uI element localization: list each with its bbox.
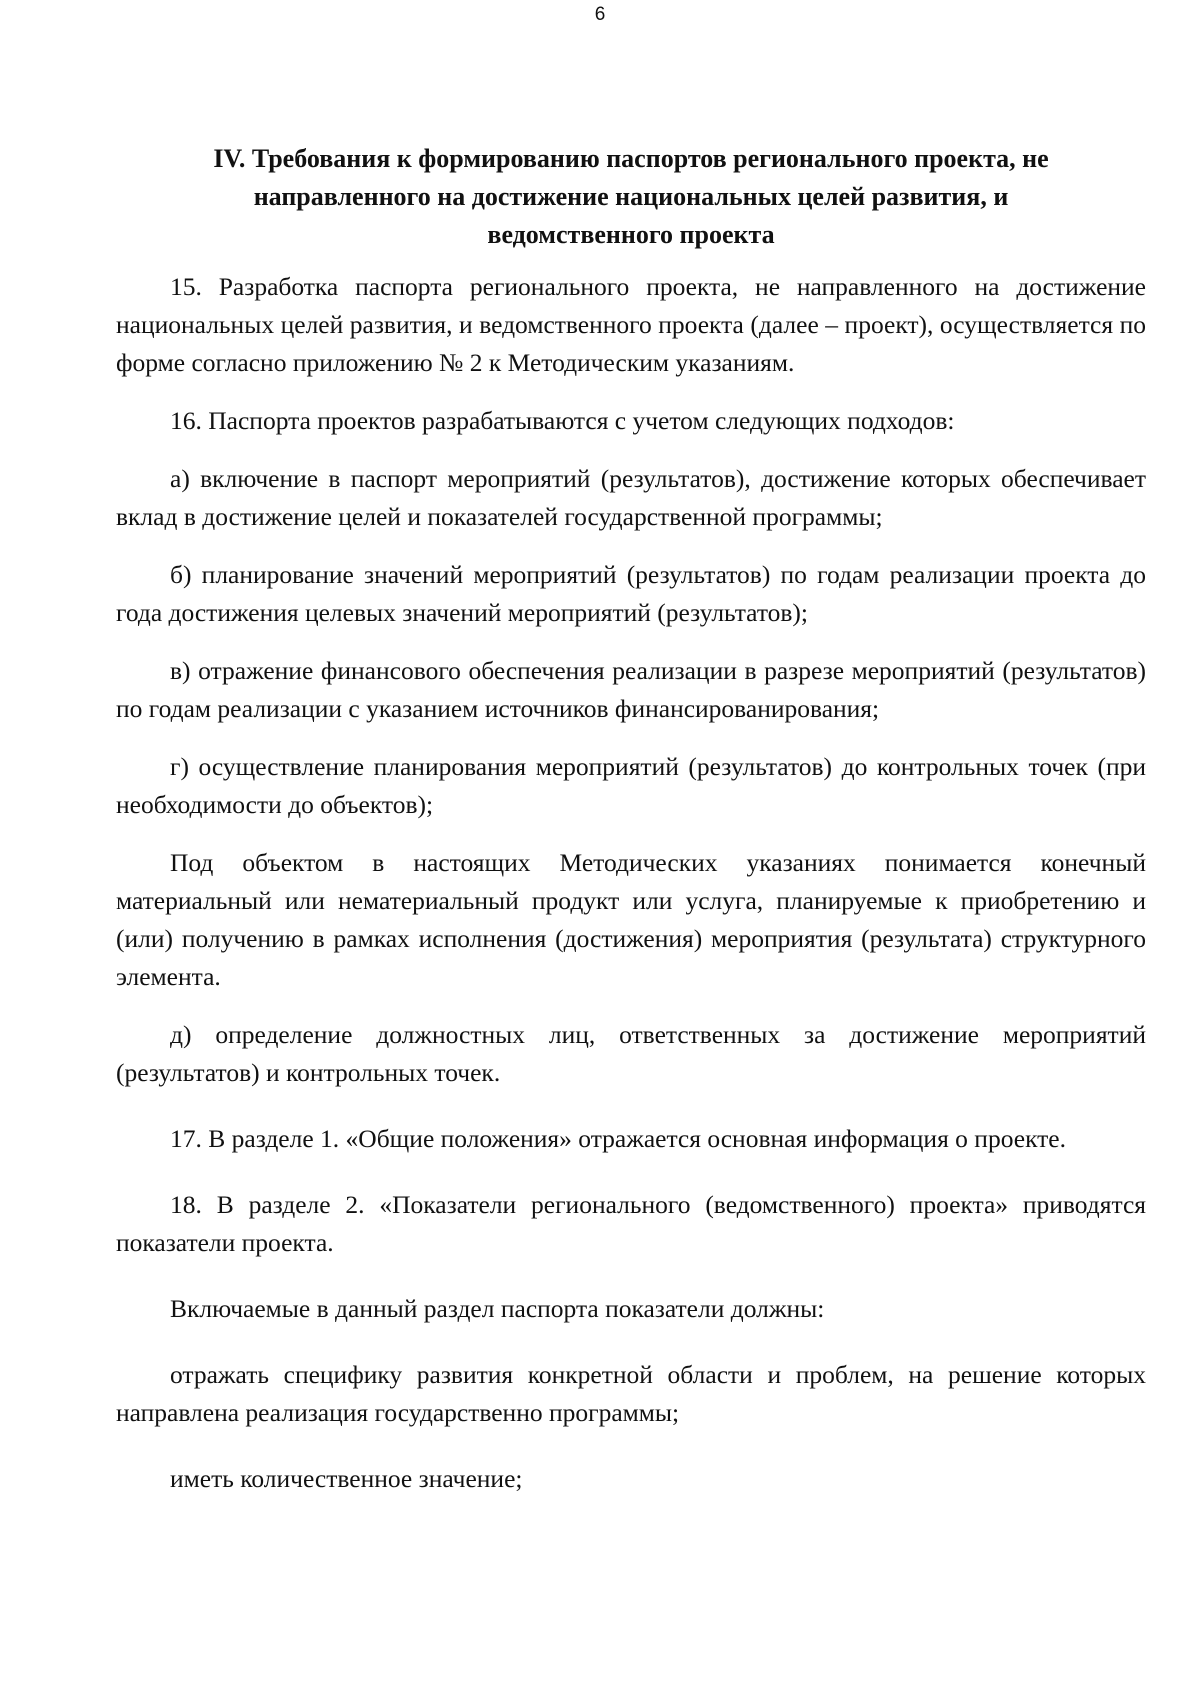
indicator-requirement-2: иметь количественное значение;: [170, 1464, 523, 1493]
list-item-d: д) определение должностных лиц, ответственных за достижение мероприятий (результатов) и контрольных точек.: [116, 1020, 1146, 1087]
page-number: 6: [594, 4, 606, 25]
paragraph-18: 18. В разделе 2. «Показатели регионального (ведомственного) проекта» приводятся показатели проекта.: [116, 1190, 1146, 1257]
list-item-v: в) отражение финансового обеспечения реализации в разрезе мероприятий (результатов) по годам реализации с указанием источников финансированирования;: [116, 656, 1146, 723]
object-definition-paragraph: Под объектом в настоящих Методических указаниях понимается конечный материальный или нематериальный продукт или услуга, планируемые к приобретению и (или) получению в рамках исполнения (достижения) мероприятия (результата) структурного элемента.: [116, 848, 1146, 991]
paragraph-16: 16. Паспорта проектов разрабатываются с учетом следующих подходов:: [170, 406, 955, 435]
paragraph-17: 17. В разделе 1. «Общие положения» отражается основная информация о проекте.: [170, 1124, 1066, 1153]
list-item-g: г) осуществление планирования мероприятий (результатов) до контрольных точек (при необходимости до объектов);: [116, 752, 1146, 819]
list-item-a: а) включение в паспорт мероприятий (результатов), достижение которых обеспечивает вклад в достижение целей и показателей государственной программы;: [116, 464, 1146, 531]
list-item-b: б) планирование значений мероприятий (результатов) по годам реализации проекта до года достижения целевых значений мероприятий (результатов);: [116, 560, 1146, 627]
document-body: [116, 140, 1146, 1498]
indicator-requirement-1: отражать специфику развития конкретной области и проблем, на решение которых направлена реализация государственно программы;: [116, 1360, 1146, 1427]
paragraph-15: 15. Разработка паспорта регионального проекта, не направленного на достижение национальных целей развития, и ведомственного проекта (далее – проект), осуществляется по форме согласно приложению № 2 к Методическим указаниям.: [116, 272, 1146, 377]
section-title: IV. Требования к формированию паспортов регионального проекта, не направленного на достижение национальных целей развития, и ведомственного проекта: [213, 144, 1049, 249]
indicators-intro-paragraph: Включаемые в данный раздел паспорта показатели должны:: [170, 1294, 825, 1323]
